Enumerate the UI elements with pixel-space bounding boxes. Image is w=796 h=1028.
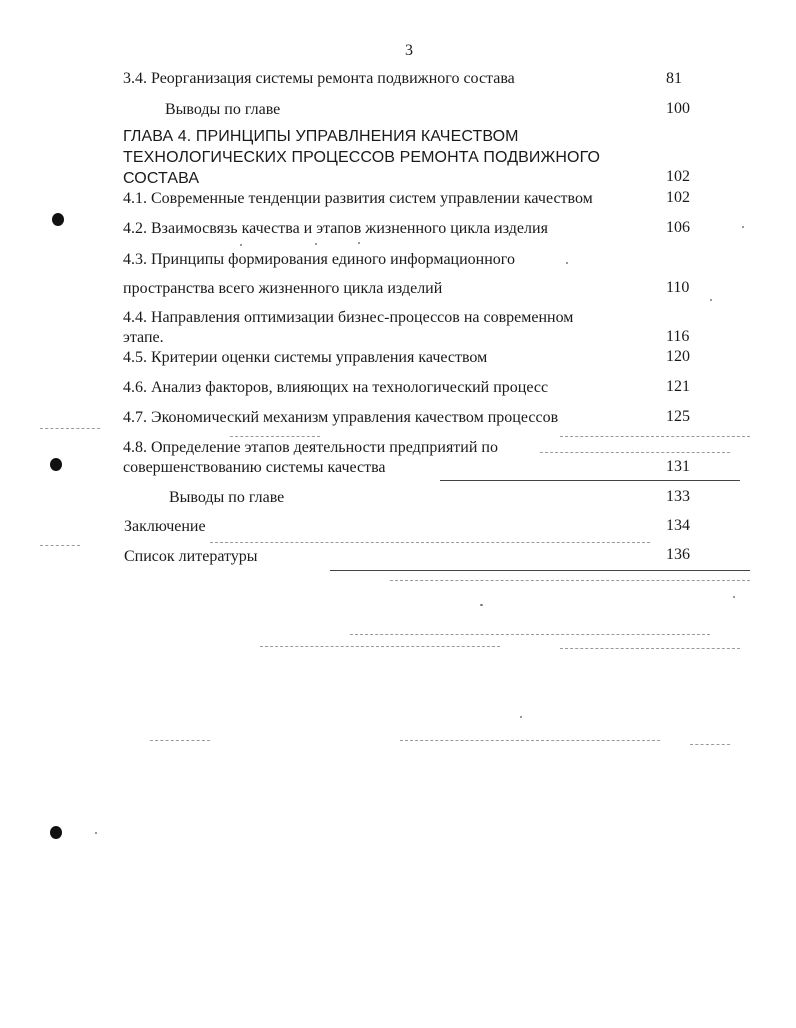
- toc-page-4-3: 110: [666, 279, 690, 296]
- page-number: 3: [405, 42, 413, 59]
- toc-entry-4-8-line-1: 4.8. Определение этапов деятельности предприятий по: [123, 439, 498, 456]
- scan-speck: [710, 299, 712, 301]
- toc-page-chapter-4: 102: [666, 168, 690, 185]
- toc-entry-4-4-line-1: 4.4. Направления оптимизации бизнес-процессов на современном: [123, 309, 574, 326]
- scan-noise-line: [40, 428, 100, 429]
- punch-hole-mark: [50, 826, 62, 839]
- scan-noise-line: [690, 744, 730, 745]
- toc-entry-4-3-line-2: пространства всего жизненного цикла изделий: [123, 280, 443, 297]
- toc-page-conclusion: 134: [666, 517, 690, 534]
- toc-page-ch4-conclusions: 133: [666, 488, 690, 505]
- scan-noise-line: [440, 480, 740, 481]
- scan-speck: [742, 226, 744, 228]
- toc-page-ch3-conclusions: 100: [666, 100, 690, 117]
- scan-noise-line: [40, 545, 80, 546]
- scan-noise-line: [390, 580, 750, 581]
- scan-noise-line: [560, 648, 740, 649]
- scan-noise-line: [560, 436, 750, 437]
- toc-entry-4-6: 4.6. Анализ факторов, влияющих на технологический процесс: [123, 379, 549, 396]
- toc-page-4-4: 116: [666, 328, 690, 345]
- toc-page-references: 136: [666, 546, 690, 563]
- toc-entry-4-7: 4.7. Экономический механизм управления качеством процессов: [123, 409, 559, 426]
- toc-page-4-6: 121: [666, 378, 690, 395]
- toc-entry-4-2: 4.2. Взаимосвязь качества и этапов жизненного цикла изделия: [123, 220, 548, 237]
- chapter-4-heading-line-1: ГЛАВА 4. ПРИНЦИПЫ УПРАВЛНЕНИЯ КАЧЕСТВОМ: [123, 128, 519, 145]
- scan-noise-line: [150, 740, 210, 741]
- toc-entry-ch3-conclusions: Выводы по главе: [165, 101, 281, 118]
- scan-noise-line: [350, 634, 710, 635]
- toc-entry-conclusion: Заключение: [124, 518, 206, 535]
- toc-page-4-7: 125: [666, 408, 690, 425]
- punch-hole-mark: [50, 458, 62, 471]
- scan-noise-line: [540, 452, 730, 453]
- scan-noise-line: [400, 740, 660, 741]
- toc-entry-3-4: 3.4. Реорганизация системы ремонта подвижного состава: [123, 70, 515, 87]
- scan-speck: [95, 832, 97, 834]
- chapter-4-heading-line-3: СОСТАВА: [123, 170, 200, 187]
- scan-noise-line: [260, 646, 500, 647]
- toc-page-3-4: 81: [666, 70, 682, 87]
- scan-speck: [733, 596, 735, 598]
- scan-speck: [566, 262, 568, 264]
- scan-speck: [240, 244, 242, 246]
- toc-entry-4-5: 4.5. Критерии оценки системы управления качеством: [123, 349, 488, 366]
- toc-entry-4-1: 4.1. Современные тенденции развития систем управлении качеством: [123, 190, 593, 207]
- scan-noise-line: [330, 570, 750, 571]
- toc-page-4-1: 102: [666, 189, 690, 206]
- scan-speck: [315, 243, 317, 245]
- toc-entry-references: Список литературы: [124, 548, 258, 565]
- chapter-4-heading-line-2: ТЕХНОЛОГИЧЕСКИХ ПРОЦЕССОВ РЕМОНТА ПОДВИЖНОГО: [123, 149, 600, 166]
- punch-hole-mark: [52, 213, 64, 226]
- scan-noise-line: [210, 542, 650, 543]
- toc-entry-4-8-line-2: совершенствованию системы качества: [123, 459, 386, 476]
- scan-speck: [358, 242, 360, 244]
- toc-entry-4-3-line-1: 4.3. Принципы формирования единого информационного: [123, 251, 515, 268]
- scan-noise-line: [230, 436, 320, 437]
- scan-speck: [520, 716, 522, 718]
- toc-page-4-2: 106: [666, 219, 690, 236]
- toc-entry-4-4-line-2: этапе.: [123, 329, 164, 346]
- toc-entry-ch4-conclusions: Выводы по главе: [169, 489, 285, 506]
- toc-page-4-5: 120: [666, 348, 690, 365]
- scan-speck: [480, 604, 483, 606]
- toc-page-4-8: 131: [666, 458, 690, 475]
